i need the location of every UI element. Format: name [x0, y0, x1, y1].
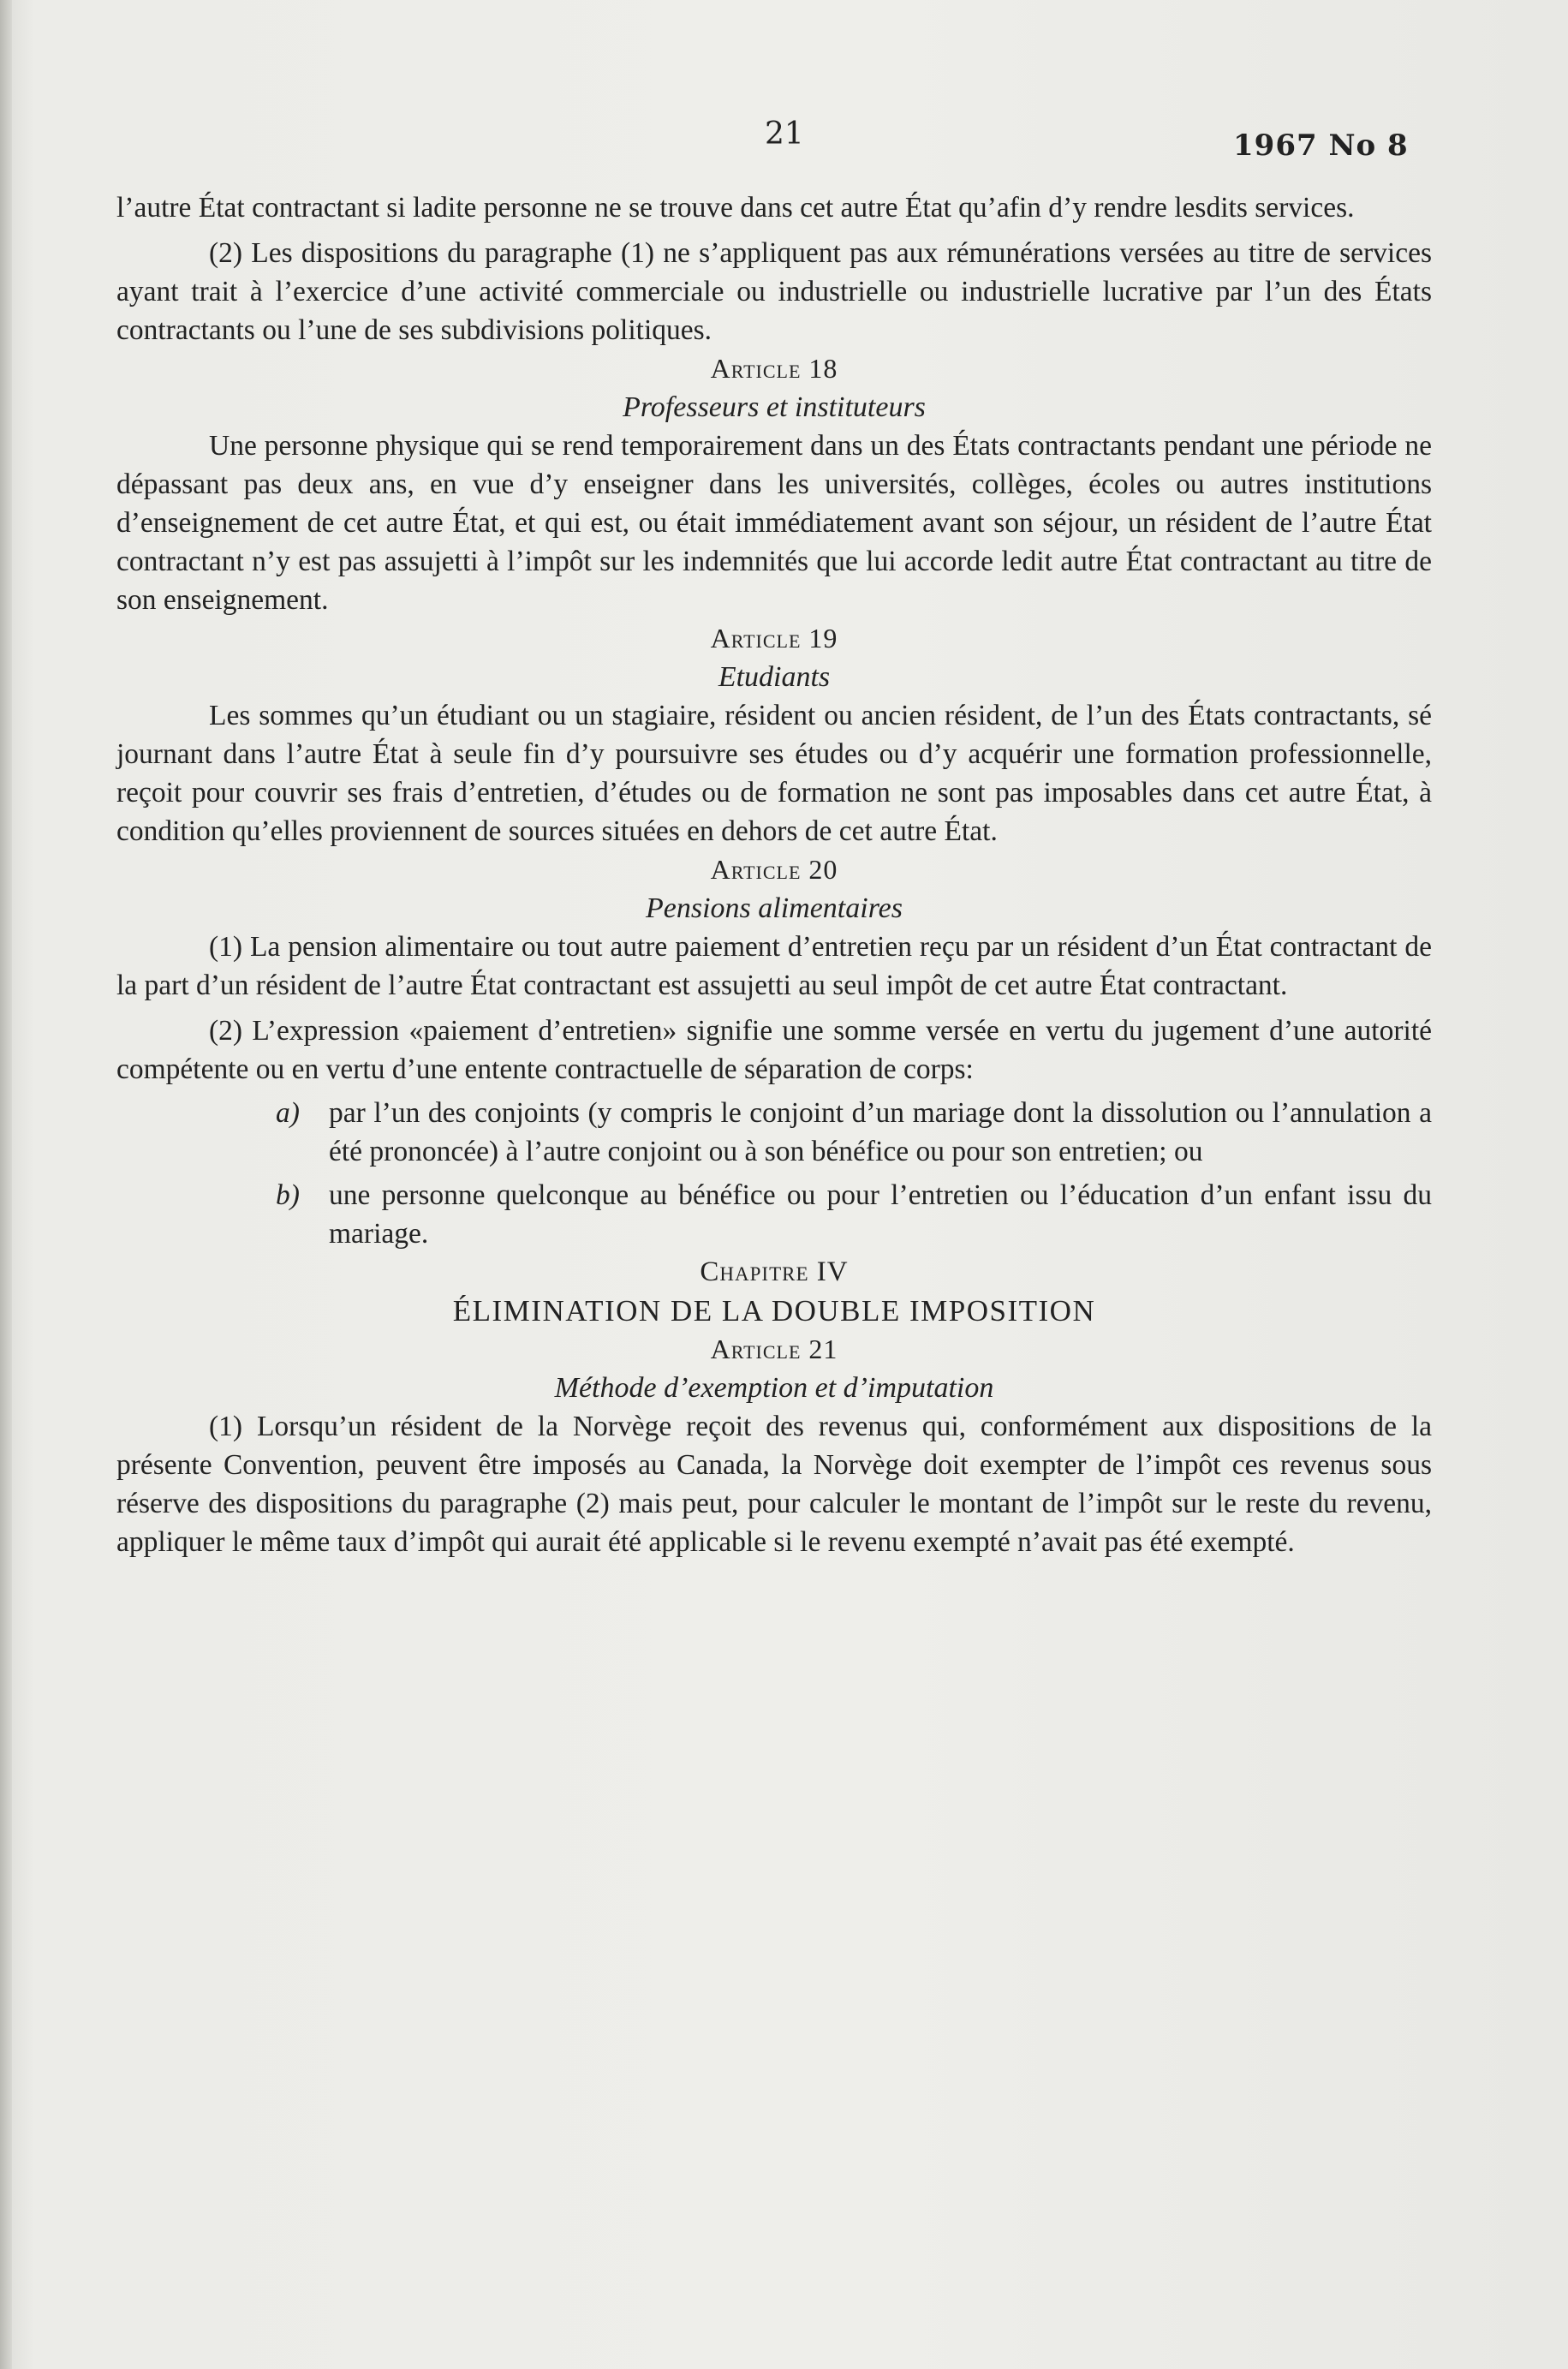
article-21-title: Méthode d’exemption et d’imputation — [554, 1372, 994, 1404]
article-20-paragraph-2: (2) L’expression «paiement d’entretien» signifie une somme versée en vertu du jugement d’une autorité compétente ou en vertu d’une entente contractuelle de séparation de corps: — [116, 1015, 1432, 1085]
article-20-paragraph-1: (1) La pension alimentaire ou tout autre paiement d’entretien reçu par un résident d’un État contractant de la part d’un résident de l’autre État contractant est assujetti au seul impôt de cet autre État contractant. — [116, 931, 1432, 1001]
list-item-a — [116, 1094, 1432, 1171]
chapter-4-title: ÉLIMINATION DE LA DOUBLE IMPOSITION — [452, 1294, 1096, 1328]
list-label-b: b) — [276, 1179, 300, 1211]
article-19-title: Etudiants — [718, 661, 831, 693]
article-18-title: Professeurs et instituteurs — [623, 391, 926, 423]
page-header — [0, 116, 1568, 168]
article-21-paragraph: (1) Lorsqu’un résident de la Norvège reçoit des revenus qui, conformément aux dispositions de la présente Convention, peuvent être imposés au Canada, la Norvège doit exempter de l’impôt ces revenus sous réserve des dispositions du paragraphe (2) mais peut, pour calculer le montant de l’impôt sur le reste du revenu, appliquer le même taux d’impôt qui aurait été applicable si le revenu exempté n’avait pas été exempté. — [116, 1411, 1432, 1558]
article-18-paragraph: Une personne physique qui se rend temporairement dans un des États contractants pendant une période ne dépassant pas deux ans, en vue d’y enseigner dans les universités, collèges, écoles ou autres institutions d’enseignement de cet autre État, et qui est, ou était immédiatement avant son séjour, un résident de l’autre État contractant n’y est pas assujetti à l’impôt sur les indemnités que lui accorde ledit autre État contractant au titre de son enseignement. — [116, 430, 1432, 616]
list-item-b — [116, 1176, 1432, 1253]
page-body — [116, 188, 1432, 1561]
article-19-paragraph: Les sommes qu’un étudiant ou un stagiaire, résident ou ancien résident, de l’un des États contractants, sé journant dans l’autre État à seule fin d’y poursuivre ses études ou d’y acquérir une formation professionnelle, reçoit pour couvrir ses frais d’entretien, d’études ou de formation ne sont pas imposables dans cet autre État, à condition qu’elles proviennent de sources situées en dehors de cet autre État. — [116, 700, 1432, 847]
chapter-4-heading: Chapitre IV — [700, 1256, 849, 1287]
page-number: 21 — [765, 116, 804, 152]
article-18-heading: Article 18 — [710, 353, 838, 384]
continued-paragraph: l’autre État contractant si ladite personne ne se trouve dans cet autre État qu’afin d’y rendre lesdits services. — [116, 192, 1355, 224]
article-21-heading: Article 21 — [710, 1334, 838, 1364]
binding-shadow — [0, 0, 12, 2369]
article-19-heading: Article 19 — [710, 623, 838, 653]
article-20-title: Pensions alimentaires — [646, 892, 903, 924]
list-label-a: a) — [276, 1097, 300, 1129]
article-20-heading: Article 20 — [710, 854, 838, 885]
paragraph-2: (2) Les dispositions du paragraphe (1) ne s’appliquent pas aux rémunérations versées au titre de services ayant trait à l’exercice d’une activité commerciale ou industrielle ou industrielle lucrative par l’un des États contractants ou l’une de ses subdivisions politiques. — [116, 237, 1432, 346]
list-text-b: une personne quelconque au bénéfice ou pour l’entretien ou l’éducation d’un enfant issu du mariage. — [329, 1179, 1432, 1250]
issue-number: 1967 No 8 — [1233, 128, 1409, 163]
list-text-a: par l’un des conjoints (y compris le conjoint d’un mariage dont la dissolution ou l’annulation a été prononcée) à l’autre conjoint ou à son bénéfice ou pour son entretien; ou — [329, 1097, 1432, 1167]
